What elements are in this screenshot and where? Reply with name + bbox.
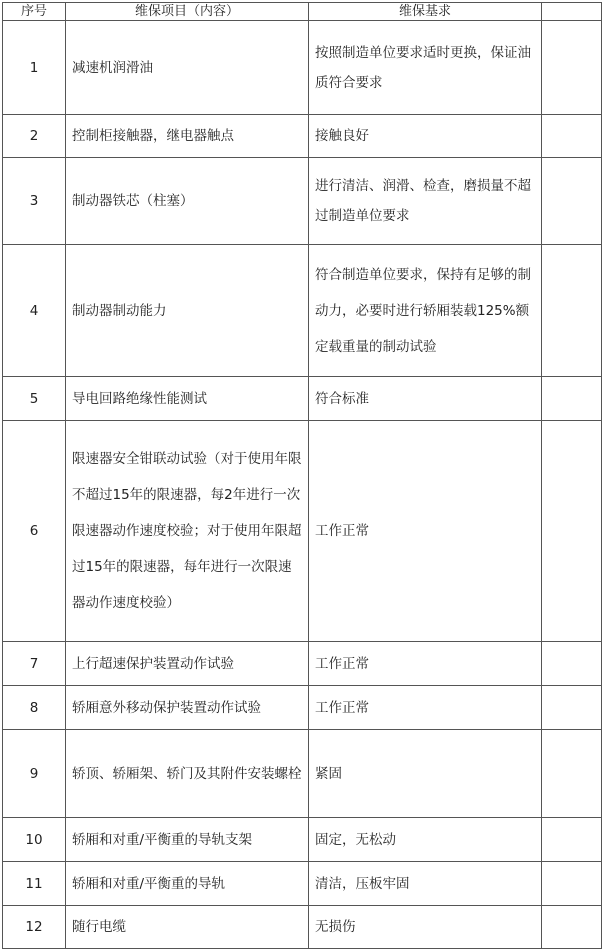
row-extra-cell [542,730,602,818]
table-row [3,862,602,906]
row-item: 轿厢和对重/平衡重的导轨支架 [66,818,309,862]
table-row [3,115,602,158]
row-requirement: 按照制造单位要求适时更换，保证油质符合要求 [309,21,542,115]
row-number: 10 [3,818,66,862]
table-row [3,245,602,377]
row-number: 12 [3,906,66,949]
row-item: 制动器制动能力 [66,245,309,377]
row-item: 轿顶、轿厢架、轿门及其附件安装螺栓 [66,730,309,818]
row-number: 2 [3,115,66,158]
row-extra-cell [542,158,602,245]
row-requirement: 固定，无松动 [309,818,542,862]
row-extra-cell [542,421,602,642]
table-row [3,906,602,949]
row-requirement: 清洁，压板牢固 [309,862,542,906]
row-extra-cell [542,818,602,862]
row-requirement: 无损伤 [309,906,542,949]
row-requirement: 工作正常 [309,421,542,642]
row-item: 导电回路绝缘性能测试 [66,377,309,421]
row-extra-cell [542,862,602,906]
row-number: 3 [3,158,66,245]
row-extra-cell [542,245,602,377]
row-item: 上行超速保护装置动作试验 [66,642,309,686]
table-row [3,377,602,421]
table-row [3,818,602,862]
maintenance-table [2,2,602,949]
row-extra-cell [542,686,602,730]
row-item: 随行电缆 [66,906,309,949]
row-extra-cell [542,115,602,158]
row-requirement: 工作正常 [309,686,542,730]
row-number: 4 [3,245,66,377]
row-item: 限速器安全钳联动试验（对于使用年限不超过15年的限速器，每2年进行一次限速器动作速度校验；对于使用年限超过15年的限速器，每年进行一次限速器动作速度校验） [66,421,309,642]
table-row [3,21,602,115]
row-number: 9 [3,730,66,818]
row-requirement: 进行清洁、润滑、检查，磨损量不超过制造单位要求 [309,158,542,245]
header-row [3,3,602,21]
row-item: 轿厢意外移动保护装置动作试验 [66,686,309,730]
row-extra-cell [542,377,602,421]
row-number: 8 [3,686,66,730]
row-number: 1 [3,21,66,115]
table-row [3,158,602,245]
row-number: 6 [3,421,66,642]
row-requirement: 符合制造单位要求，保持有足够的制动力，必要时进行轿厢装载125%额定载重量的制动试验 [309,245,542,377]
row-number: 11 [3,862,66,906]
row-item: 制动器铁芯（柱塞） [66,158,309,245]
row-item: 轿厢和对重/平衡重的导轨 [66,862,309,906]
row-extra-cell [542,642,602,686]
row-requirement: 紧固 [309,730,542,818]
table-row [3,642,602,686]
row-number: 7 [3,642,66,686]
row-requirement: 工作正常 [309,642,542,686]
row-item: 减速机润滑油 [66,21,309,115]
row-requirement: 符合标准 [309,377,542,421]
header-item: 维保项目（内容） [66,3,309,21]
row-requirement: 接触良好 [309,115,542,158]
row-extra-cell [542,21,602,115]
header-no: 序号 [3,3,66,21]
table-row [3,730,602,818]
table-row [3,686,602,730]
row-item: 控制柜接触器，继电器触点 [66,115,309,158]
header-extra [542,3,602,21]
row-extra-cell [542,906,602,949]
row-number: 5 [3,377,66,421]
table-row [3,421,602,642]
header-requirement: 维保基求 [309,3,542,21]
